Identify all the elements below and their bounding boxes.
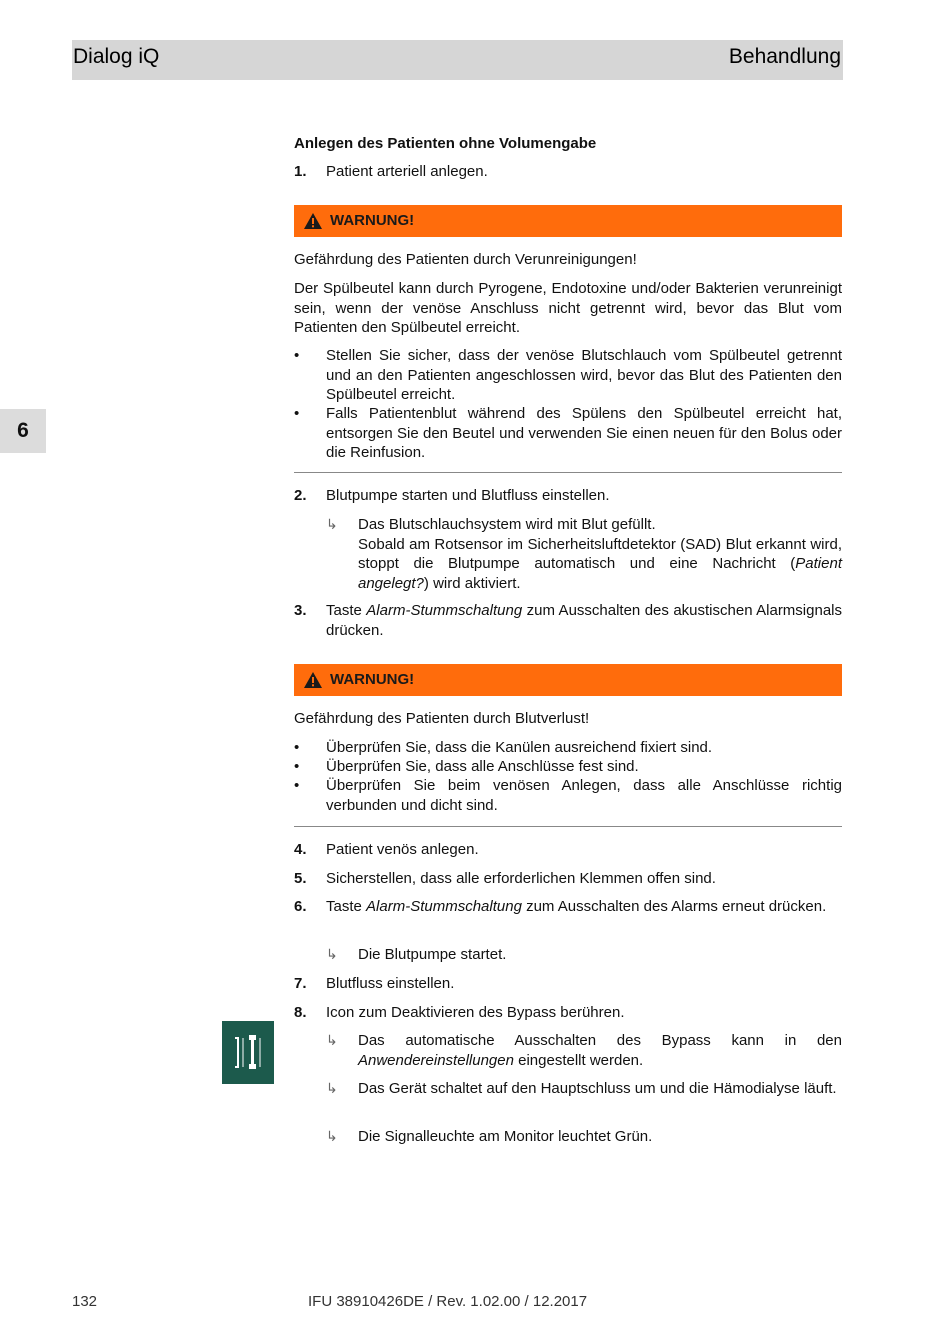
document-reference: IFU 38910426DE / Rev. 1.02.00 / 12.2017: [308, 1293, 588, 1310]
step-text: Blutpumpe starten und Blutfluss einstellen.: [326, 487, 610, 504]
step-text-part: zum Ausschalten des Alarms erneut drücken.: [521, 898, 827, 915]
divider: [294, 472, 842, 473]
page-number: 132: [72, 1293, 98, 1310]
result-text: [358, 515, 842, 593]
warning-label: WARNUNG!: [330, 671, 415, 689]
result-arrow-icon: ↳: [326, 1128, 338, 1144]
step-6: [294, 897, 842, 917]
step-text: Patient venös anlegen.: [326, 841, 479, 858]
bullet-text: Falls Patientenblut während des Spülens den Spülbeutel erreicht hat, entsorgen Sie den Beutel und verwenden Sie einen neuen für den Bolus oder die Reinfusion.: [326, 405, 842, 461]
result-arrow-icon: ↳: [326, 946, 338, 962]
step-text: Blutfluss einstellen.: [326, 975, 455, 992]
result-line: Sobald am Rotsensor im Sicherheitsluftdetektor (SAD) Blut erkannt wird, stoppt die Blutpumpe automatisch und eine Nachricht (: [358, 535, 842, 572]
chapter-tab: 6: [0, 409, 46, 453]
bullet-dot: •: [294, 405, 300, 422]
step-result: [326, 945, 842, 965]
step-3: [294, 601, 842, 640]
result-arrow-icon: ↳: [326, 516, 338, 532]
step-number: 6.: [294, 898, 307, 915]
warning-title: Gefährdung des Patienten durch Blutverlust!: [294, 710, 590, 727]
result-arrow-icon: ↳: [326, 1032, 338, 1048]
result-line: Das Blutschlauchsystem wird mit Blut gefüllt.: [358, 516, 656, 533]
step-text-part: zum Ausschalten des akustischen Alarmsignals drücken.: [326, 602, 842, 639]
step-result: [326, 1031, 842, 1070]
step-number: 2.: [294, 487, 307, 504]
warning-bullet: [294, 738, 842, 758]
header-chapter-title: Behandlung: [728, 45, 841, 68]
step-7: [294, 974, 842, 994]
result-message-name: Patient angelegt?: [358, 555, 842, 592]
warning-banner: [294, 664, 842, 696]
bullet-text: Stellen Sie sicher, dass der venöse Blutschlauch vom Spülbeutel getrennt und an den Patienten angeschlossen wird, bevor das Blut des Patienten den Spülbeutel erreicht.: [326, 347, 842, 403]
warning-bullet: [294, 757, 842, 777]
step-2: [294, 486, 842, 506]
result-text: Die Signalleuchte am Monitor leuchtet Grün.: [358, 1128, 653, 1145]
warning-bullet: [294, 346, 842, 405]
step-text-part: Taste: [326, 898, 367, 915]
bypass-icon: [222, 1021, 274, 1084]
result-text-part: eingestellt werden.: [513, 1051, 644, 1069]
warning-bullet: [294, 404, 842, 463]
bullet-dot: •: [294, 739, 300, 756]
bullet-text: Überprüfen Sie beim venösen Anlegen, dass alle Anschlüsse richtig verbunden und dicht sind.: [326, 777, 842, 814]
menu-name: Anwendereinstellungen: [358, 1051, 514, 1069]
warning-bullet: [294, 776, 842, 815]
step-text: Sicherstellen, dass alle erforderlichen Klemmen offen sind.: [326, 870, 716, 887]
step-text: Patient arteriell anlegen.: [326, 163, 488, 180]
warning-banner: [294, 205, 842, 237]
warning-title: Gefährdung des Patienten durch Verunreinigungen!: [294, 251, 637, 268]
step-5: [294, 869, 842, 889]
step-4: [294, 840, 842, 860]
divider: [294, 826, 842, 827]
step-number: 1.: [294, 163, 307, 180]
warning-icon: [304, 213, 322, 229]
step-text: [326, 897, 842, 917]
step-number: 8.: [294, 1004, 307, 1021]
result-line: ) wird aktiviert.: [423, 574, 521, 592]
warning-body: Der Spülbeutel kann durch Pyrogene, Endotoxine und/oder Bakterien verunreinigt sein, wenn der venöse Anschluss nicht getrennt wird, bevor das Blut vom Patienten den Spülbeutel erreicht.: [294, 280, 842, 336]
bullet-dot: •: [294, 777, 300, 794]
result-text-part: Das automatische Ausschalten des Bypass kann in den: [358, 1032, 842, 1049]
bullet-dot: •: [294, 758, 300, 775]
header-product-name: Dialog iQ: [73, 45, 160, 68]
step-number: 5.: [294, 870, 307, 887]
step-8: [294, 1003, 842, 1023]
step-result: [326, 1127, 842, 1147]
step-number: 3.: [294, 602, 307, 619]
step-1: [294, 162, 842, 182]
section-heading: Anlegen des Patienten ohne Volumengabe: [294, 135, 597, 152]
step-number: 4.: [294, 841, 307, 858]
result-text: Das Gerät schaltet auf den Hauptschluss um und die Hämodialyse läuft.: [358, 1080, 837, 1097]
header-bar: [72, 40, 843, 80]
bullet-text: Überprüfen Sie, dass alle Anschlüsse fest sind.: [326, 758, 639, 775]
result-text: Die Blutpumpe startet.: [358, 946, 507, 963]
step-number: 7.: [294, 975, 307, 992]
result-text: [358, 1031, 842, 1070]
step-result: [326, 515, 842, 593]
warning-label: WARNUNG!: [330, 212, 415, 230]
result-arrow-icon: ↳: [326, 1080, 338, 1096]
step-text: Icon zum Deaktivieren des Bypass berühren.: [326, 1004, 625, 1021]
step-text: [326, 601, 842, 640]
warning-icon: [304, 672, 322, 688]
bullet-dot: •: [294, 347, 300, 364]
key-name: Alarm-Stummschaltung: [366, 602, 523, 619]
key-name: Alarm-Stummschaltung: [366, 898, 522, 915]
step-result: [326, 1079, 842, 1099]
step-text-part: Taste: [326, 602, 367, 619]
bullet-text: Überprüfen Sie, dass die Kanülen ausreichend fixiert sind.: [326, 739, 713, 756]
